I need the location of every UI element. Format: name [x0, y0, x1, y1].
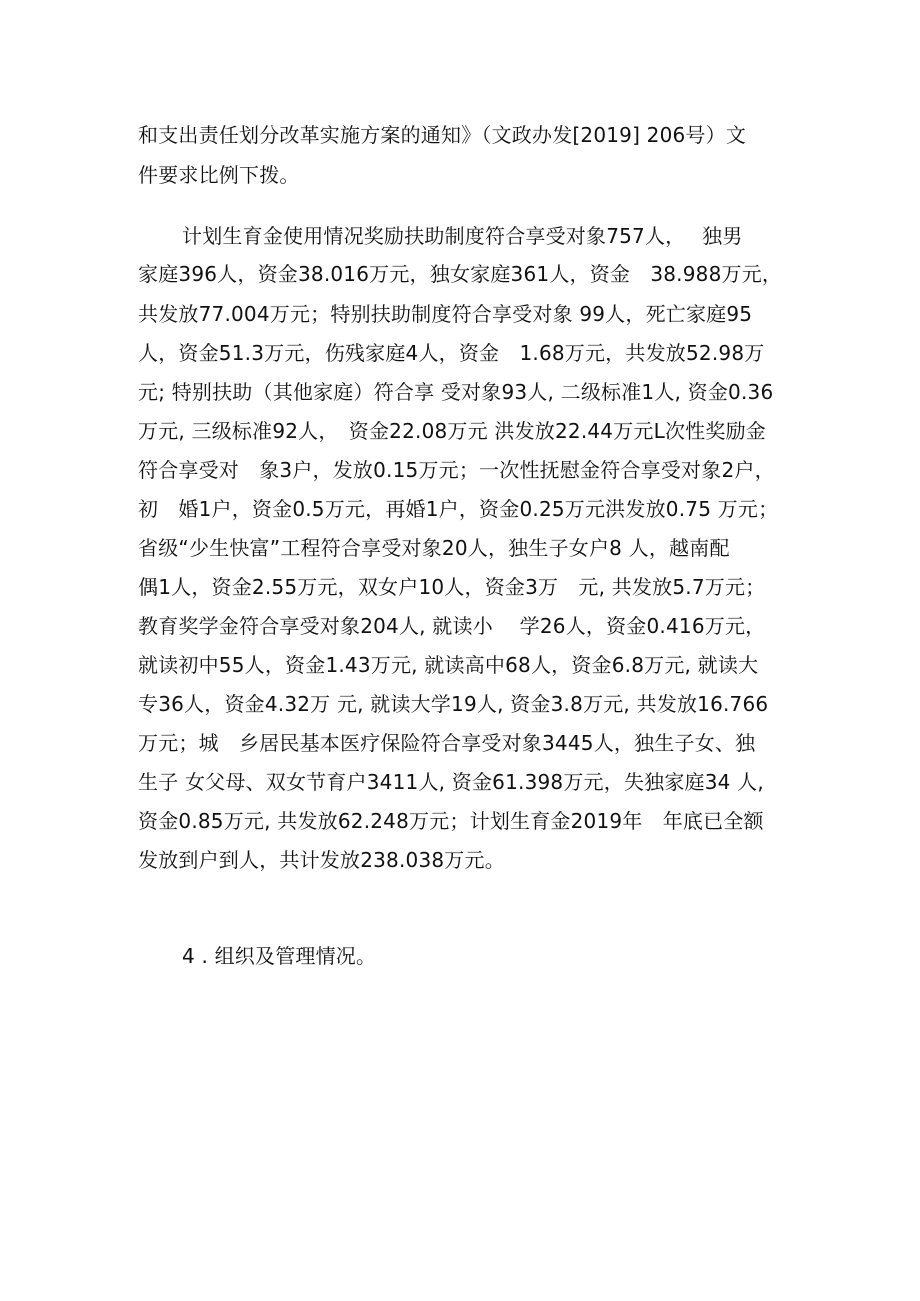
paragraph-line-6: 万元, 三级标准92人， 资金22.08万元 洪发放22.44万元L次性奖励金	[138, 419, 766, 443]
continuation-line-2: 件要求比例下拨。	[138, 163, 300, 187]
paragraph-line-9: 省级“少生快富”工程符合享受对象20人，独生子女户8 人，越南配	[138, 536, 730, 560]
paragraph-line-5: 元; 特别扶助（其他家庭）符合享 受对象93人, 二级标准1人, 资金0.36	[138, 380, 774, 404]
paragraph-line-3: 共发放77.004万元；特别扶助制度符合享受对象 99人，死亡家庭95	[138, 302, 753, 326]
paragraph-line-13: 专36人，资金4.32万 元, 就读大学19人, 资金3.8万元, 共发放16.766	[138, 692, 769, 716]
paragraph-line-2: 家庭396人，资金38.016万元，独女家庭361人，资金 38.988万元，	[138, 262, 783, 286]
paragraph-line-16: 资金0.85万元, 共发放62.248万元；计划生育金2019年 年底已全额	[138, 809, 764, 833]
paragraph-line-17: 发放到户到人，共计发放238.038万元。	[138, 848, 505, 872]
paragraph-line-15: 生子 女父母、双女节育户3411人, 资金61.398万元，失独家庭34 人,	[138, 770, 764, 794]
paragraph-line-14: 万元；城 乡居民基本医疗保险符合享受对象3445人，独生子女、独	[138, 731, 756, 755]
paragraph-line-7: 符合享受对 象3户，发放0.15万元；一次性抚慰金符合享受对象2户，	[138, 458, 775, 482]
paragraph-line-1: 计划生育金使用情况奖励扶助制度符合享受对象757人， 独男	[182, 224, 743, 248]
paragraph-line-12: 就读初中55人，资金1.43万元, 就读高中68人，资金6.8万元, 就读大	[138, 653, 759, 677]
paragraph-line-10: 偶1人，资金2.55万元，双女户10人，资金3万 元, 共发放5.7万元；	[138, 575, 766, 599]
paragraph-line-8: 初 婚1户，资金0.5万元，再婚1户，资金0.25万元洪发放0.75 万元；	[138, 497, 779, 521]
section-heading: 4 . 组织及管理情况。	[182, 944, 377, 968]
continuation-line-1: 和支出责任划分改革实施方案的通知》（文政办发[2019] 206号）文	[138, 123, 747, 147]
paragraph-line-4: 人，资金51.3万元，伤残家庭4人，资金 1.68万元，共发放52.98万	[138, 341, 765, 365]
paragraph-line-11: 教育奖学金符合享受对象204人, 就读小 学26人，资金0.416万元，	[138, 614, 766, 638]
